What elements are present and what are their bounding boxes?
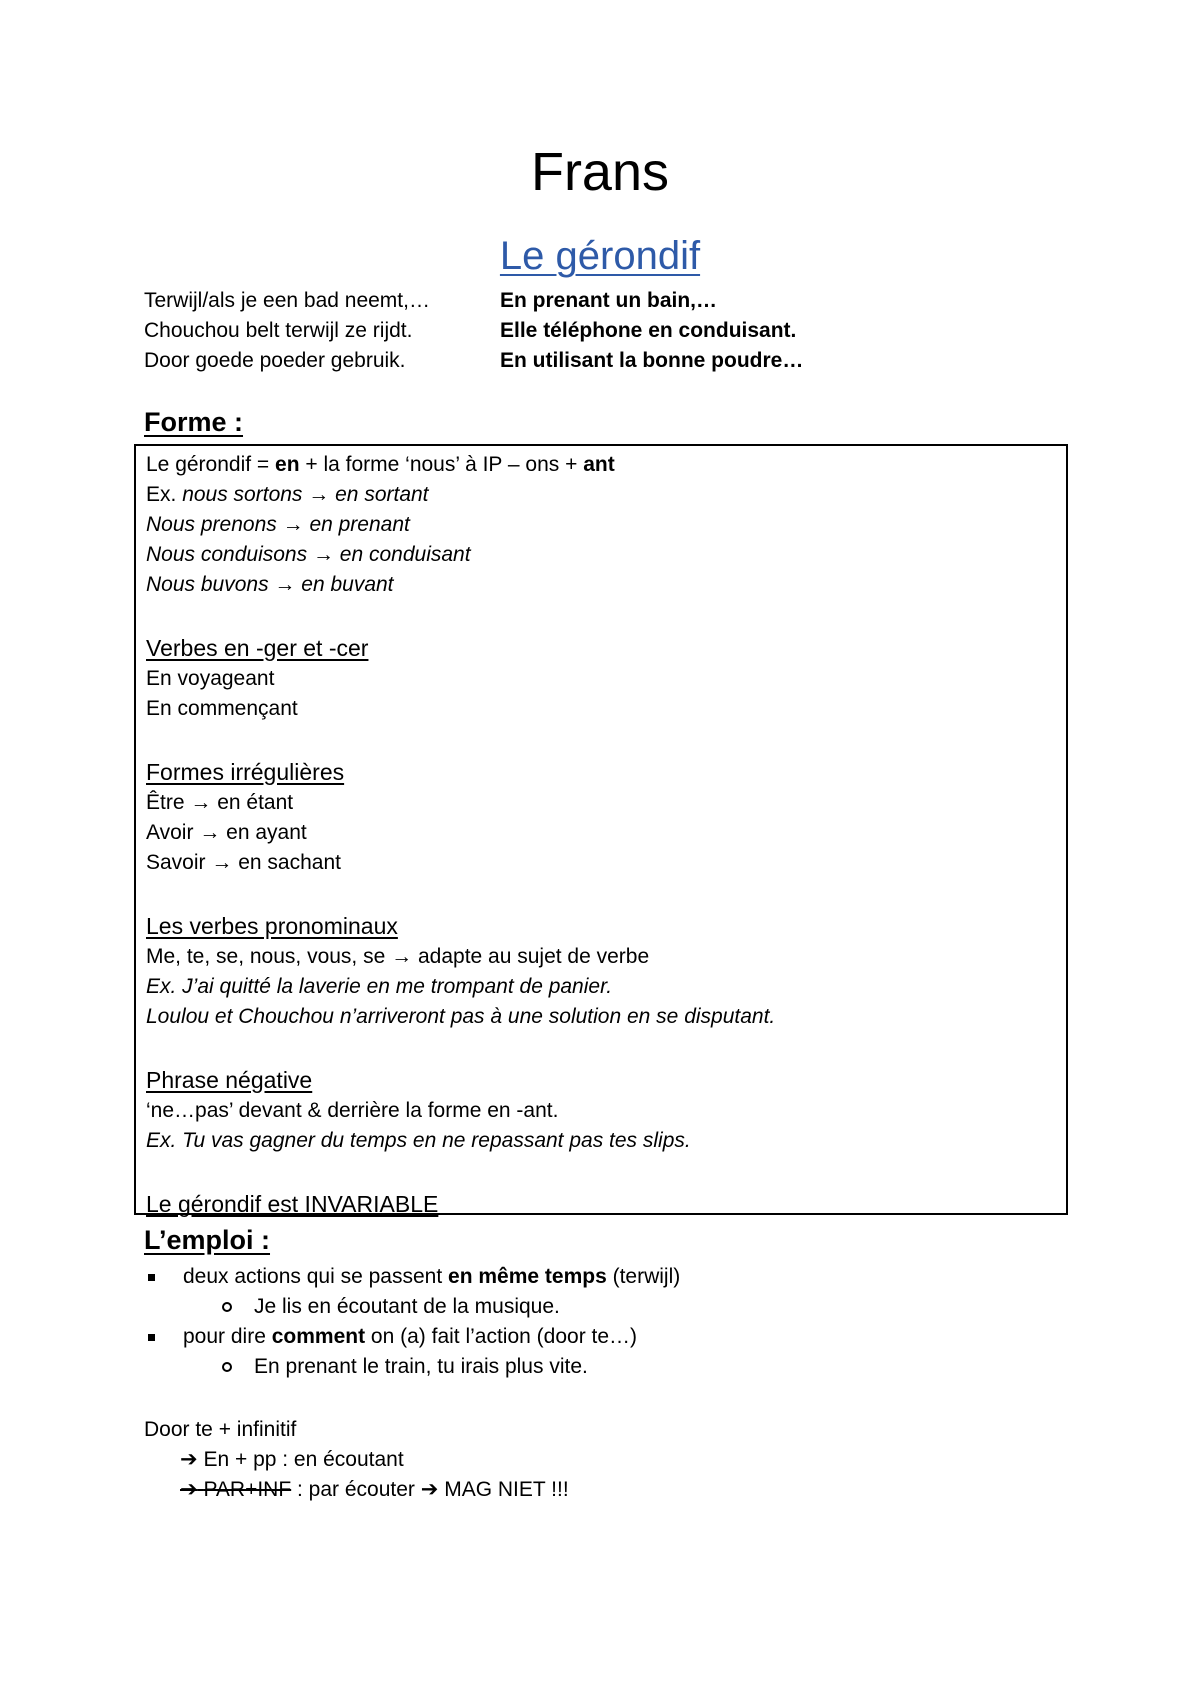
example-line xyxy=(146,480,775,510)
pronominal-heading: Les verbes pronominaux xyxy=(146,913,398,939)
emploi-bold: en même temps xyxy=(448,1265,607,1288)
example-gerund: en conduisant xyxy=(339,543,471,566)
irregular-item xyxy=(146,818,775,848)
negative-heading: Phrase négative xyxy=(146,1067,313,1093)
irregular-item xyxy=(146,788,775,818)
rule-text: Le gérondif = xyxy=(146,453,276,476)
example-verb: Nous buvons xyxy=(146,573,269,596)
door-te-rule xyxy=(144,1445,569,1475)
negative-rule: ‘ne…pas’ devant & derrière la forme en -ant. xyxy=(146,1099,559,1122)
struck-text: PAR+INF xyxy=(203,1478,292,1501)
emploi-text: pour dire xyxy=(183,1325,272,1348)
intro-dutch: Chouchou belt terwijl ze rijdt. xyxy=(144,319,413,342)
arrow-icon: → xyxy=(190,791,212,814)
intro-row xyxy=(144,316,803,346)
intro-french: En prenant un bain,… xyxy=(500,289,718,312)
irregular-item xyxy=(146,848,775,878)
example-gerund: en prenant xyxy=(309,513,410,536)
door-te-line: Door te + infinitif xyxy=(144,1418,297,1441)
emploi-text: on (a) fait l’action (door te…) xyxy=(365,1325,638,1348)
intro-translations xyxy=(144,286,803,376)
arrow-icon: → xyxy=(308,483,330,506)
pronominal-pronouns: Me, te, se, nous, vous, se xyxy=(146,945,386,968)
ger-cer-item: En commençant xyxy=(146,697,298,720)
intro-french: Elle téléphone en conduisant. xyxy=(500,319,797,342)
emploi-example: En prenant le train, tu irais plus vite. xyxy=(254,1355,588,1378)
square-bullet-icon xyxy=(148,1334,155,1341)
example-prefix: Ex. xyxy=(146,483,183,506)
emploi-heading: L’emploi : xyxy=(144,1225,271,1255)
example-verb: nous sortons xyxy=(182,483,303,506)
pronominal-example: Loulou et Chouchou n’arriveront pas à une solution en se disputant. xyxy=(146,1005,776,1028)
document-title: Frans xyxy=(530,142,670,202)
emploi-bold: comment xyxy=(271,1325,366,1348)
forme-content xyxy=(146,450,775,1220)
pronominal-example: Ex. J’ai quitté la laverie en me trompant de panier. xyxy=(146,975,613,998)
intro-dutch: Terwijl/als je een bad neemt,… xyxy=(144,289,430,312)
door-te-section xyxy=(144,1415,569,1505)
example-verb: Nous conduisons xyxy=(146,543,308,566)
example-line xyxy=(146,570,775,600)
emploi-list xyxy=(144,1262,680,1382)
list-item xyxy=(144,1352,680,1382)
door-te-rule-text: : par écouter xyxy=(291,1478,421,1501)
arrow-icon: → xyxy=(274,573,296,596)
intro-row xyxy=(144,286,803,316)
arrow-icon: → xyxy=(199,821,221,844)
list-item xyxy=(144,1322,680,1352)
forme-heading: Forme : xyxy=(144,407,244,437)
emploi-example: Je lis en écoutant de la musique. xyxy=(254,1295,560,1318)
rule-en: en xyxy=(275,453,300,476)
example-verb: Nous prenons xyxy=(146,513,277,536)
irregular-verb: Être xyxy=(146,791,185,814)
forme-box xyxy=(134,444,1068,1215)
pronominal-rule xyxy=(146,942,775,972)
invariable-note: Le gérondif est INVARIABLE xyxy=(146,1191,439,1217)
document-subtitle: Le gérondif xyxy=(499,234,701,278)
irregular-gerund: en étant xyxy=(217,791,294,814)
emploi-text: (terwijl) xyxy=(606,1265,681,1288)
negative-example: Ex. Tu vas gagner du temps en ne repassant pas tes slips. xyxy=(146,1129,691,1152)
arrow-icon: → xyxy=(282,513,304,536)
irregular-verb: Savoir xyxy=(146,851,206,874)
emploi-text: deux actions qui se passent xyxy=(183,1265,449,1288)
bold-arrow-icon: ➔ xyxy=(420,1478,439,1501)
circle-bullet-icon xyxy=(222,1302,232,1312)
forme-rule xyxy=(146,450,775,480)
door-te-warning: MAG NIET !!! xyxy=(444,1478,569,1501)
example-line xyxy=(146,510,775,540)
door-te-rule-text: En + pp : en écoutant xyxy=(203,1448,404,1471)
ger-cer-heading: Verbes en -ger et -cer xyxy=(146,635,369,661)
irregular-heading: Formes irrégulières xyxy=(146,759,345,785)
circle-bullet-icon xyxy=(222,1362,232,1372)
rule-text: + la forme ‘nous’ à IP – ons + xyxy=(299,453,584,476)
bold-arrow-icon: ➔ xyxy=(180,1448,198,1471)
intro-dutch: Door goede poeder gebruik. xyxy=(144,349,406,372)
rule-ant: ant xyxy=(583,453,615,476)
list-item xyxy=(144,1262,680,1292)
intro-row xyxy=(144,346,803,376)
example-gerund: en sortant xyxy=(335,483,429,506)
example-line xyxy=(146,540,775,570)
irregular-gerund: en ayant xyxy=(226,821,307,844)
arrow-icon: → xyxy=(312,543,334,566)
arrow-icon: → xyxy=(211,851,233,874)
example-gerund: en buvant xyxy=(301,573,394,596)
list-item xyxy=(144,1292,680,1322)
door-te-rule xyxy=(144,1475,569,1505)
ger-cer-item: En voyageant xyxy=(146,667,275,690)
intro-french: En utilisant la bonne poudre… xyxy=(500,349,804,372)
irregular-verb: Avoir xyxy=(146,821,194,844)
pronominal-note: adapte au sujet de verbe xyxy=(417,945,650,968)
arrow-icon: → xyxy=(391,945,413,968)
bold-arrow-icon: ➔ xyxy=(180,1478,198,1501)
irregular-gerund: en sachant xyxy=(238,851,341,874)
square-bullet-icon xyxy=(148,1274,155,1281)
